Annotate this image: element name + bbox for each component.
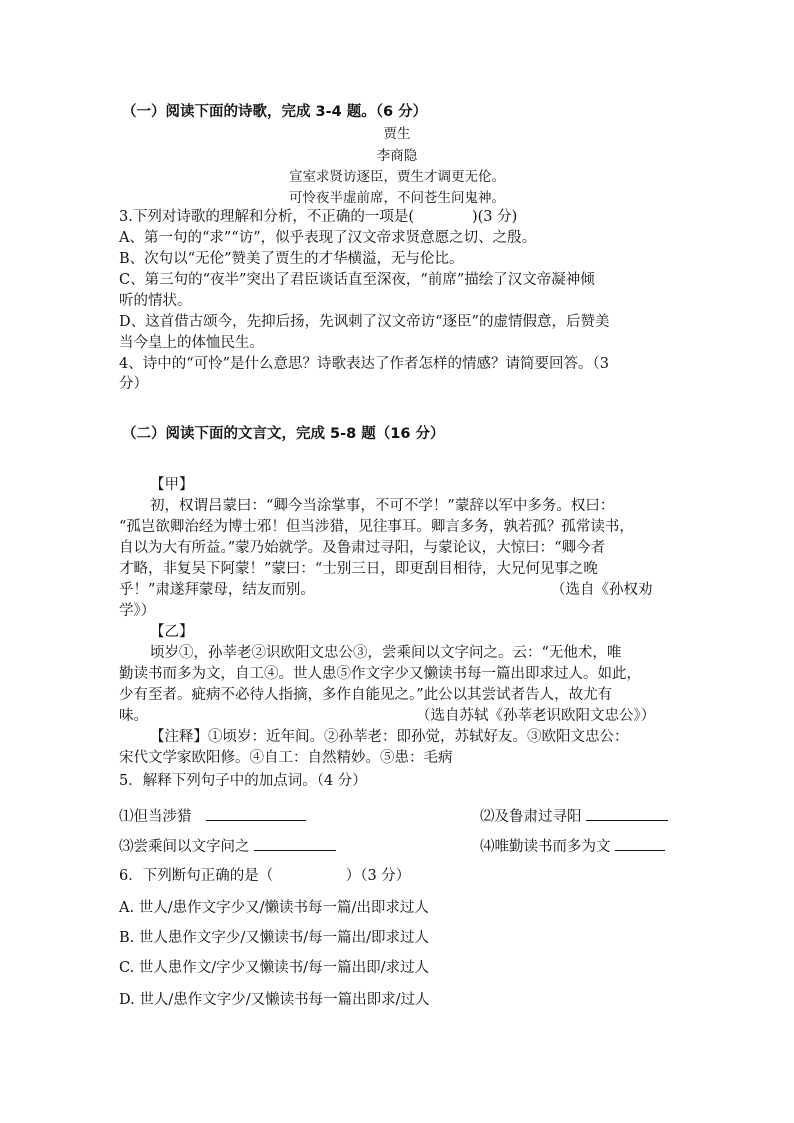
section1-heading: （一）阅读下面的诗歌，完成 3-4 题。（6 分） — [122, 104, 428, 120]
question-3: 3.下列对诗歌的理解和分析，不正确的一项是( )(3 分) — [119, 209, 518, 225]
question-5-item-2 — [480, 806, 668, 827]
passage-yi-line3: 少有至者。疵病不必待人指摘，多作自能见之。”此公以其尝试者告人，故尤有 — [119, 687, 613, 703]
passage-yi-label: 【乙】 — [150, 624, 194, 640]
question-4-line1: 4、诗中的“可怜”是什么意思？诗歌表达了作者怎样的情感？请简要回答。（3 — [119, 356, 610, 372]
poem-line-1: 宣室求贤访逐臣，贾生才调更无伦。 — [289, 169, 505, 185]
annotation-line2: 宋代文学家欧阳修。④自工：自然精妙。⑤患：毛病 — [119, 750, 453, 766]
question-5-item-3-text: ⑶尝乘间以文字问之 — [119, 839, 250, 855]
poem-author: 李商隐 — [376, 148, 418, 164]
passage-yi-line2: 勤读书而多为文，自工④。世人患⑤作文字少又懒读书每一篇出即求过人。如此， — [119, 666, 641, 682]
answer-blank[interactable] — [206, 806, 306, 821]
question-6: 6．下列断句正确的是（ ）（3 分） — [119, 868, 411, 884]
question-5-item-1-text: ⑴但当涉猎 — [119, 809, 192, 825]
question-5-item-4-text: ⑷唯勤读书而多为文 — [480, 839, 611, 855]
question-6-option-a: A. 世人/患作文字少又/懒读书每一篇/出即求过人 — [119, 900, 429, 916]
question-3-option-a: A、第一句的“求”“访”，似乎表现了汉文帝求贤意愿之切、之殷。 — [119, 230, 537, 246]
passage-jia-source-cont: 学》） — [119, 603, 156, 619]
question-6-option-d: D. 世人/患作文字少/又懒读书每一篇出即求/过人 — [119, 992, 430, 1008]
answer-blank[interactable] — [615, 836, 665, 851]
passage-jia-line4: 才略，非复吴下阿蒙！”蒙曰：“士别三日，即更刮目相待，大兄何见事之晚 — [119, 561, 598, 577]
question-5-item-4 — [480, 836, 665, 857]
passage-jia-line1: 初，权谓吕蒙曰：“卿今当涂掌事，不可不学！”蒙辞以军中多务。权曰： — [150, 498, 615, 514]
poem-line-2: 可怜夜半虚前席，不问苍生问鬼神。 — [289, 190, 505, 206]
question-5-item-2-text: ⑵及鲁肃过寻阳 — [480, 809, 582, 825]
passage-yi-source: （选自苏轼《孙莘老识欧阳文忠公》） — [416, 708, 656, 724]
passage-jia-label: 【甲】 — [150, 477, 194, 493]
question-5-item-1 — [119, 806, 306, 827]
question-3-option-c-line1: C、第三句的“夜半”突出了君臣谈话直至深夜，“前席”描绘了汉文帝凝神倾 — [119, 272, 595, 288]
question-6-option-b: B. 世人患作文字少/又懒读书/每一篇出/即求过人 — [119, 930, 430, 946]
question-3-option-d-line1: D、这首借古颂今，先抑后扬，先讽刺了汉文帝访“逐臣”的虚情假意，后赞美 — [119, 314, 610, 330]
passage-jia-source: （选自《孙权劝 — [551, 582, 653, 598]
passage-jia-line5: 乎！”肃遂拜蒙母，结友而别。 — [119, 582, 315, 598]
passage-jia-line3: 自以为大有所益。”蒙乃始就学。及鲁肃过寻阳，与蒙论议，大惊曰：“卿今者 — [119, 540, 606, 556]
poem-title: 贾生 — [383, 126, 411, 142]
question-3-option-d-line2: 当今皇上的体恤民生。 — [119, 335, 264, 351]
question-3-option-b: B、次句以“无伦”赞美了贾生的才华横溢，无与伦比。 — [119, 251, 464, 267]
answer-blank[interactable] — [254, 836, 336, 851]
question-4-line2: 分） — [119, 376, 148, 392]
section2-heading: （二）阅读下面的文言文，完成 5-8 题（16 分） — [122, 426, 445, 442]
question-6-option-c: C. 世人患作文/字少又懒读书/每一篇出即/求过人 — [119, 960, 429, 976]
question-3-option-c-line2: 听的情状。 — [119, 293, 192, 309]
question-5-item-3 — [119, 836, 336, 857]
passage-yi-line4: 味。 — [119, 708, 148, 724]
annotation-line1: 【注释】①顷岁：近年间。②孙莘老：即孙觉，苏轼好友。③欧阳文忠公： — [150, 729, 629, 745]
passage-yi-line1: 顷岁①，孙莘老②识欧阳文忠公③，尝乘间以文字问之。云：“无他术，唯 — [150, 645, 622, 661]
passage-jia-line2: “孤岂欲卿治经为博士邪！但当涉猎，见往事耳。卿言多务，孰若孤？孤常读书， — [119, 519, 634, 535]
question-5: 5．解释下列句子中的加点词。（4 分） — [119, 773, 367, 789]
answer-blank[interactable] — [586, 806, 668, 821]
